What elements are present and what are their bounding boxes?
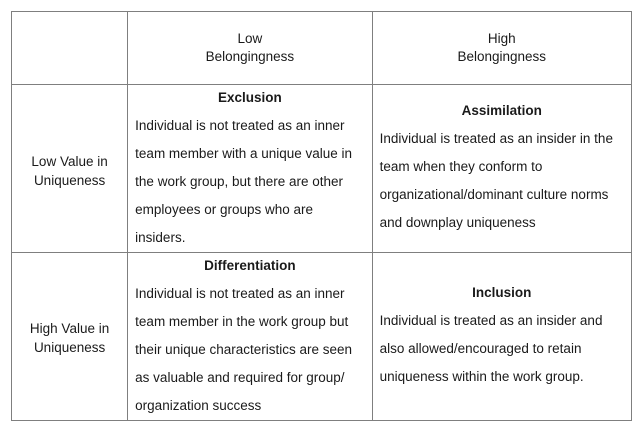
cell-inclusion-body: Individual is treated as an insider and also allowed/encouraged to retain uniqueness within the work group. (379, 313, 603, 384)
cell-differentiation (128, 253, 372, 421)
cell-assimilation (372, 85, 631, 253)
header-low-belongingness-label: Low Belongingness (205, 31, 295, 64)
row-low-uniqueness (12, 85, 632, 253)
cell-differentiation-body: Individual is not treated as an inner team member in the work group but their unique characteristics are seen as valuable and required for group/ organization success (135, 286, 353, 413)
row-header-high-uniqueness-label: High Value in Uniqueness (29, 320, 110, 355)
row-header-high-uniqueness (12, 253, 128, 421)
cell-differentiation-title: Differentiation (204, 258, 296, 273)
cell-inclusion-title: Inclusion (472, 285, 532, 300)
header-low-belongingness (128, 12, 372, 85)
cell-assimilation-body: Individual is treated as an insider in the team when they conform to organizational/dominant culture norms and downplay uniqueness (379, 131, 613, 230)
header-high-belongingness (372, 12, 631, 85)
cell-exclusion (128, 85, 372, 253)
row-high-uniqueness (12, 253, 632, 421)
header-high-belongingness-label: High Belongingness (457, 31, 547, 64)
inclusion-framework-table (11, 11, 632, 421)
cell-exclusion-body: Individual is not treated as an inner team member with a unique value in the work group, but there are other employees or groups who are insiders. (135, 118, 353, 245)
cell-assimilation-title: Assimilation (461, 103, 542, 118)
row-header-low-uniqueness (12, 85, 128, 253)
header-row (12, 12, 632, 85)
cell-exclusion-title: Exclusion (217, 90, 282, 105)
row-header-low-uniqueness-label: Low Value in Uniqueness (31, 153, 108, 188)
cell-inclusion (372, 253, 631, 421)
corner-cell (12, 12, 128, 85)
